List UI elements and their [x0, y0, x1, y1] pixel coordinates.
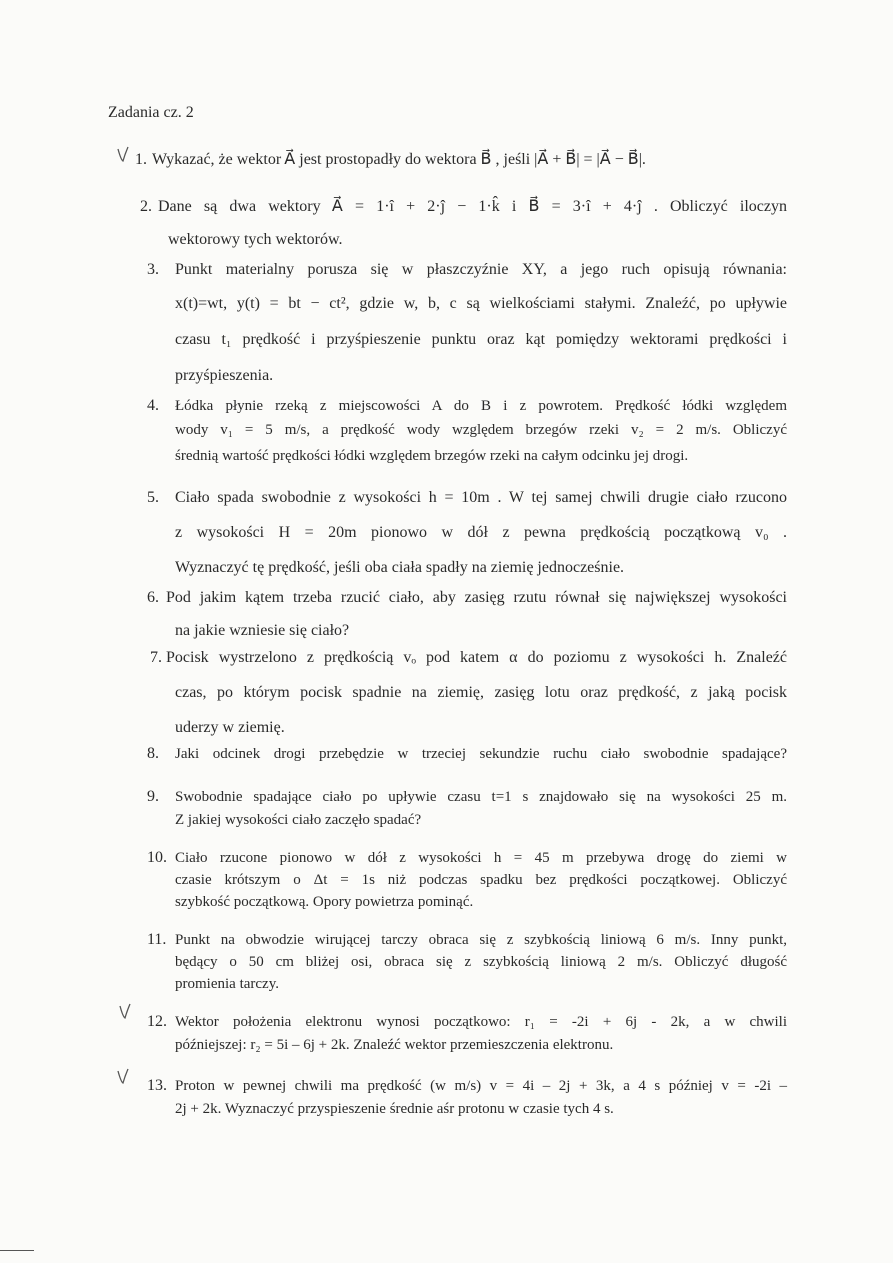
problem-text: wody v₁ = 5 m/s, a prędkość wody względem brzegów rzeki v₂ = 2 m/s. Obliczyć: [175, 422, 787, 438]
problem-text: Punkt materialny porusza się w płaszczyźnie XY, a jego ruch opisują równania:: [175, 261, 787, 278]
problem-text: wektorowy tych wektorów.: [168, 231, 343, 248]
problem-text: Pod jakim kątem trzeba rzucić ciało, aby zasięg rzutu równał się największej wysokości: [166, 589, 787, 606]
problem-text: Ciało spada swobodnie z wysokości h = 10m . W tej samej chwili drugie ciało rzucono: [175, 489, 787, 506]
problem-number: 8.: [147, 745, 159, 762]
check-mark-icon: [116, 1068, 130, 1086]
problem-text: x(t)=wt, y(t) = bt − ct², gdzie w, b, c są wielkościami stałymi. Znaleźć, po upływie: [175, 295, 787, 312]
problem-text: będący o 50 cm bliżej osi, obraca się z szybkością liniową 2 m/s. Obliczyć długość: [175, 954, 787, 970]
problem-text: Punkt na obwodzie wirującej tarczy obraca się z szybkością liniową 6 m/s. Inny punkt,: [175, 932, 787, 948]
problem-text: Dane są dwa wektory A⃗ = 1·î + 2·ĵ − 1·k̂ i B⃗ = 3·î + 4·ĵ . Obliczyć iloczyn: [158, 198, 787, 215]
problem-text: Jaki odcinek drogi przebędzie w trzeciej sekundzie ruchu ciało swobodnie spadające?: [175, 746, 787, 762]
problem-text: średnią wartość prędkości łódki względem brzegów rzeki na całym odcinku jej drogi.: [175, 448, 689, 464]
problem-number: 3.: [147, 261, 159, 278]
problem-text: na jakie wzniesie się ciało?: [175, 622, 350, 639]
problem-number: 13.: [147, 1077, 167, 1094]
problem-text: Proton w pewnej chwili ma prędkość (w m/s) v = 4i – 2j + 3k, a 4 s później v = -2i –: [175, 1078, 787, 1094]
problem-number: 12.: [147, 1013, 167, 1030]
problem-text: czasu t₁ prędkość i przyśpieszenie punktu oraz kąt pomiędzy wektorami prędkości i: [175, 331, 787, 348]
scan-edge-line: [0, 1250, 34, 1251]
problem-number: 11.: [147, 931, 167, 948]
problem-number: 4.: [147, 397, 159, 414]
problem-number: 5.: [147, 489, 159, 506]
problem-text: promienia tarczy.: [175, 976, 279, 992]
problem-text: Z jakiej wysokości ciało zaczęło spadać?: [175, 812, 422, 828]
page-title: Zadania cz. 2: [108, 104, 194, 121]
problem-text: czas, po którym pocisk spadnie na ziemię, zasięg lotu oraz prędkość, z jaką pocisk: [175, 684, 787, 701]
problem-number: 9.: [147, 788, 159, 805]
problem-number: 7.: [150, 649, 162, 666]
problem-text: Łódka płynie rzeką z miejscowości A do B i z powrotem. Prędkość łódki względem: [175, 398, 787, 414]
problem-text: uderzy w ziemię.: [175, 719, 285, 736]
problem-number: 10.: [147, 849, 167, 866]
problem-text: Wykazać, że wektor A⃗ jest prostopadły do wektora B⃗ , jeśli |A⃗ + B⃗| = |A⃗ − B⃗|.: [152, 151, 646, 168]
problem-number: 6.: [147, 589, 159, 606]
problem-text: Pocisk wystrzelono z prędkością vₒ pod katem α do poziomu z wysokości h. Znaleźć: [166, 649, 787, 666]
check-mark-icon: [116, 146, 130, 164]
problem-text: z wysokości H = 20m pionowo w dół z pewna prędkością początkową v₀ .: [175, 524, 787, 541]
problem-number: 1.: [135, 151, 147, 168]
problem-text: czasie krótszym o Δt = 1s niż podczas spadku bez prędkości początkowej. Obliczyć: [175, 872, 787, 888]
check-mark-icon: [118, 1003, 132, 1021]
problem-text: Ciało rzucone pionowo w dół z wysokości h = 45 m przebywa drogę do ziemi w: [175, 850, 787, 866]
problem-text: Swobodnie spadające ciało po upływie czasu t=1 s znajdowało się na wysokości 25 m.: [175, 789, 787, 805]
problem-text: późniejszej: r₂ = 5i – 6j + 2k. Znaleźć wektor przemieszczenia elektronu.: [175, 1037, 614, 1053]
problem-number: 2.: [140, 198, 152, 215]
problem-text: szybkość początkową. Opory powietrza pominąć.: [175, 894, 474, 910]
problem-text: Wyznaczyć tę prędkość, jeśli oba ciała spadły na ziemię jednocześnie.: [175, 559, 625, 576]
problem-text: 2j + 2k. Wyznaczyć przyspieszenie średnie aśr protonu w czasie tych 4 s.: [175, 1101, 614, 1117]
problem-text: Wektor położenia elektronu wynosi początkowo: r₁ = -2i + 6j - 2k, a w chwili: [175, 1014, 787, 1030]
problem-text: przyśpieszenia.: [175, 367, 274, 384]
